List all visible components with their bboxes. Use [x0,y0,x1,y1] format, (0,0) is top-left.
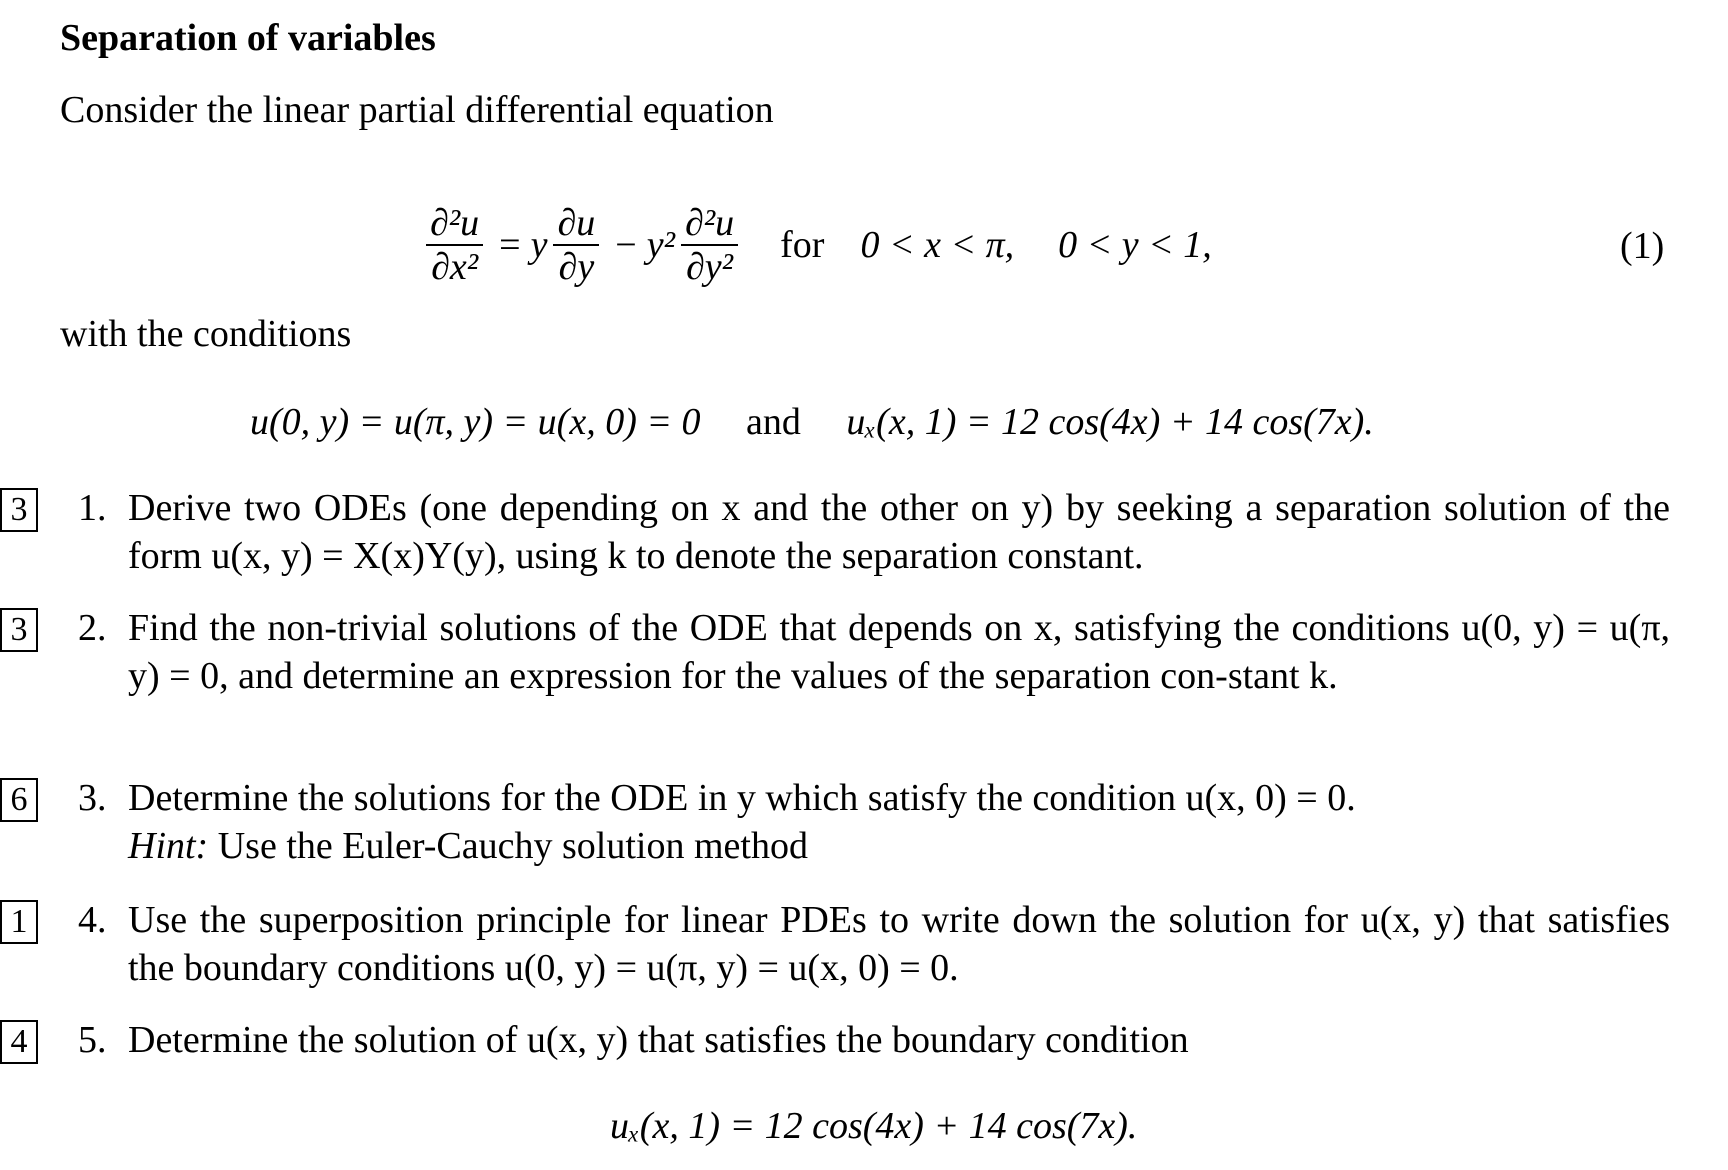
homogeneous-conditions: u(0, y) = u(π, y) = u(x, 0) = 0 [250,401,701,443]
minus-sign: − [615,224,637,266]
item-text-2: Find the non-trivial solutions of the ODE that depends on x, satisfying the conditions u(0, y) = u(π, y) = 0, and determine an expression for the values of the separation con-stant k. [128,607,1670,697]
y-domain: 0 < y < 1, [1058,224,1212,266]
hint-text: Use the Euler-Cauchy solution method [217,825,808,867]
item-text-3 [128,774,1670,870]
question-item-3 [78,774,1670,870]
second-derivative-denominator: ∂y² [686,246,734,288]
question-item-5 [78,1016,1670,1064]
item-label-2: 2. [78,607,107,649]
marks-box-1: 3 [0,488,38,532]
first-derivative-denominator: ∂y [558,246,595,288]
item-label-3: 3. [78,777,107,819]
second-derivative-fraction [681,202,738,288]
y-squared-coefficient: y² [646,224,675,266]
conditions-equation [250,398,1374,446]
boundary-condition: uₓ(x, 1) = 12 cos(4x) + 14 cos(7x). [846,401,1374,443]
lhs-denominator: ∂x² [431,246,479,288]
item-label-5: 5. [78,1019,107,1061]
marks-box-4: 1 [0,900,38,944]
equation-number: (1) [1620,225,1665,267]
first-derivative-numerator: ∂u [553,202,599,246]
x-domain: 0 < x < π, [860,224,1015,266]
conditions-intro: with the conditions [60,313,352,355]
item-text-3-main: Determine the solutions for the ODE in y which satisfy the condition u(x, 0) = 0. [128,777,1356,819]
section-heading: Separation of variables [60,17,436,59]
lhs-numerator: ∂²u [426,202,483,246]
marks-box-3: 6 [0,778,38,822]
item-text-1: Derive two ODEs (one depending on x and the other on y) by seeking a separation solution of the form u(x, y) = X(x)Y(y), using k to denote the separation constant. [128,487,1670,577]
lhs-fraction [426,202,483,288]
and-word: and [746,401,801,443]
item-text-4: Use the superposition principle for linear PDEs to write down the solution for u(x, y) that satisfies the boundary conditions u(0, y) = u(π, y) = u(x, 0) = 0. [128,899,1670,989]
item-label-1: 1. [78,487,107,529]
question-item-2 [78,604,1670,700]
item-label-4: 4. [78,899,107,941]
question-item-1 [78,484,1670,580]
question-item-4 [78,896,1670,992]
for-word: for [780,224,825,266]
item-text-5: Determine the solution of u(x, y) that satisfies the boundary condition [128,1019,1189,1061]
final-boundary-condition: uₓ(x, 1) = 12 cos(4x) + 14 cos(7x). [610,1105,1138,1147]
equals-sign: = [499,224,521,266]
marks-box-2: 3 [0,608,38,652]
hint-line [128,822,1670,870]
intro-text: Consider the linear partial differential equation [60,89,774,131]
second-derivative-numerator: ∂²u [681,202,738,246]
y-coefficient: y [530,224,548,266]
pde-equation [420,190,1212,300]
marks-box-5: 4 [0,1020,38,1064]
hint-label: Hint: [128,825,209,867]
first-derivative-fraction [553,202,599,288]
